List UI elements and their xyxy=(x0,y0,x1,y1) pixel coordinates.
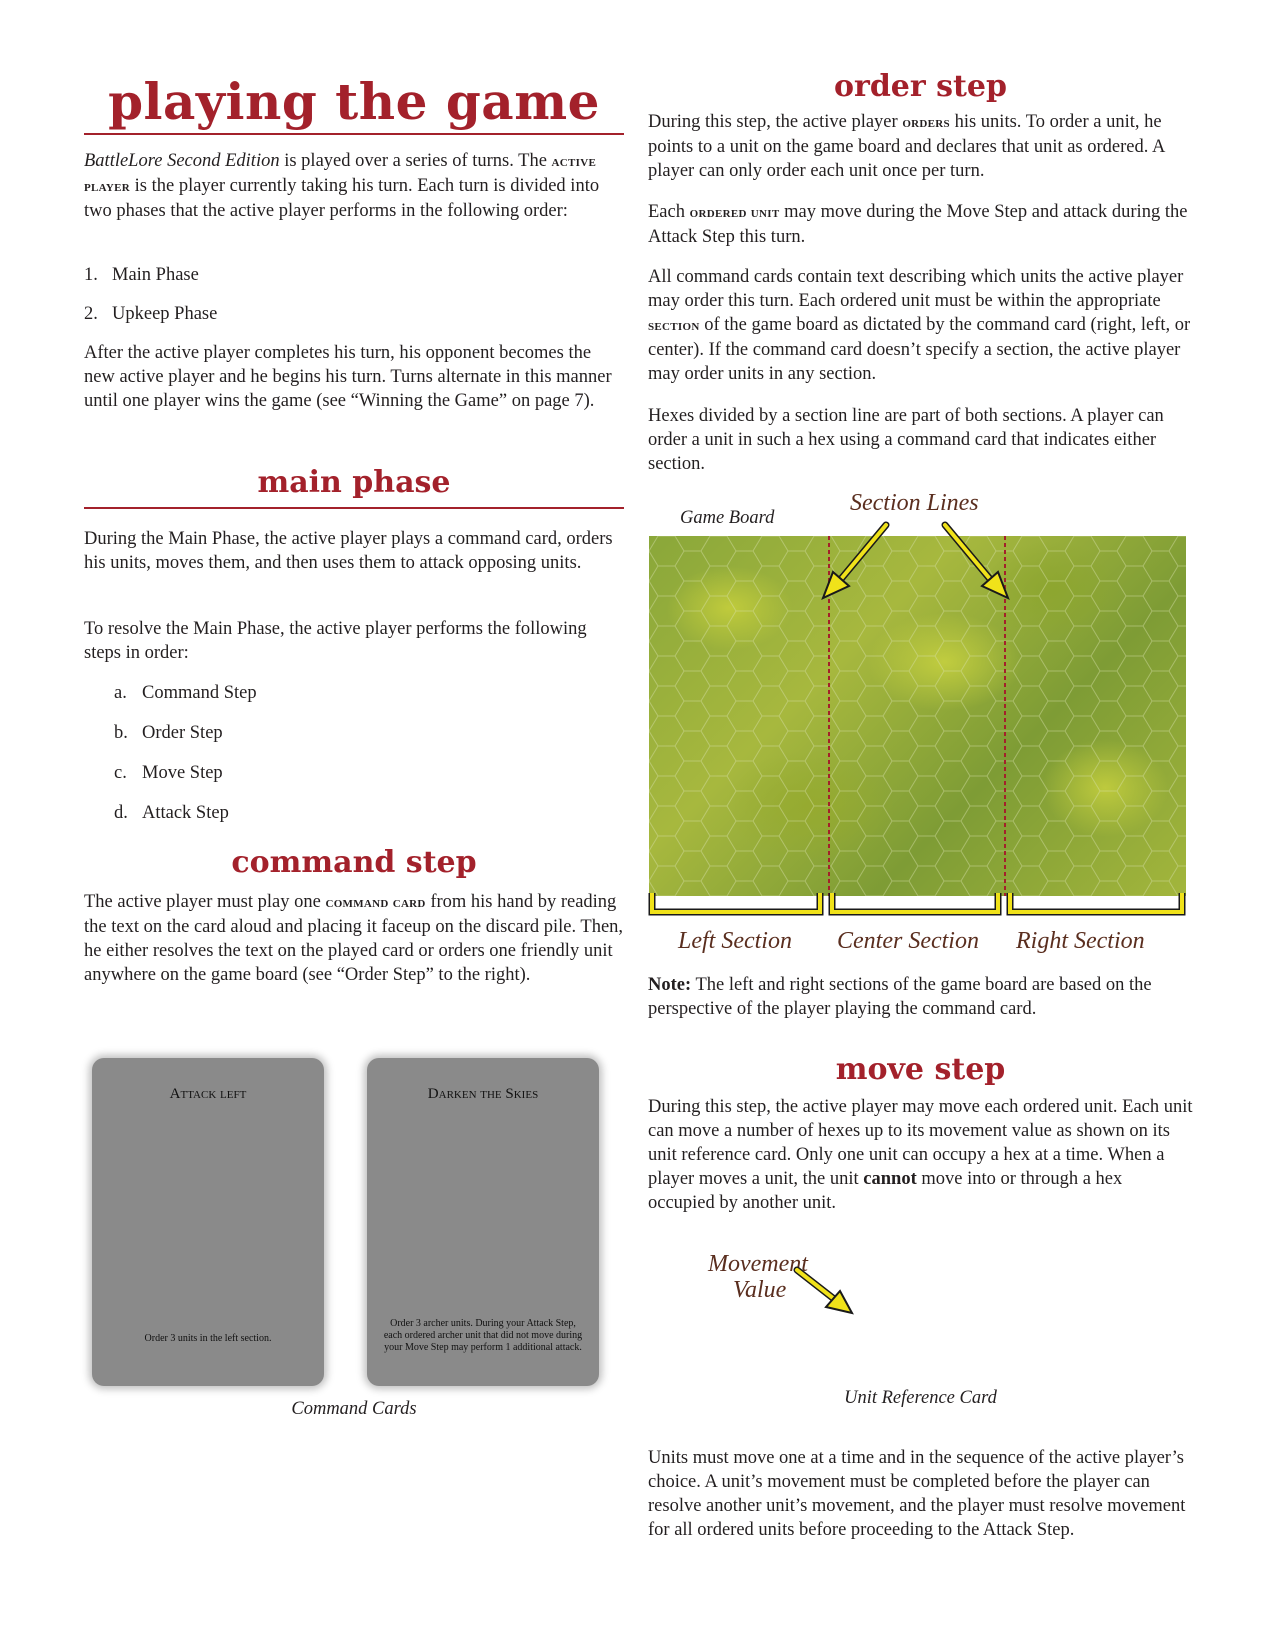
order-step-paragraph-3: All command cards contain text describing which units the active player may order this turn. Each ordered unit must be within the appropriate section of the game board as dictated by the command card (right, left, or center). If the command card doesn’t specify a section, the active player may order units in any section. xyxy=(648,267,1191,384)
order-step-paragraph-4: Hexes divided by a section line are part of both sections. A player can order a unit in such a hex using a command card that indicates either section. xyxy=(648,406,1164,474)
card-title: Attack left xyxy=(169,1086,247,1102)
intro-paragraph: BattleLore Second Edition is played over a series of turns. The active player is the player currently taking his turn. Each turn is divided into two phases that the active player performs in the following order: xyxy=(84,151,600,221)
center-section-label: Center Section xyxy=(837,928,979,954)
page-title: playing the game xyxy=(108,72,600,131)
step-list-item: b. Order Step xyxy=(114,723,223,743)
movement-value-callout-line-2: Value xyxy=(733,1277,787,1303)
arrowhead-icon xyxy=(826,1291,852,1313)
active-player-term: active player xyxy=(84,154,597,195)
step-list-item: a. Command Step xyxy=(114,683,257,703)
note-paragraph: Note: The left and right sections of the game board are based on the perspective of the player playing the command card. xyxy=(648,975,1152,1019)
main-phase-rule xyxy=(84,507,624,509)
order-step-heading: order step xyxy=(834,69,1007,104)
phase-list-item: 1. Main Phase xyxy=(84,265,199,285)
move-step-paragraph-1: During this step, the active player may move each ordered unit. Each unit can move a number of hexes up to its movement value as shown on its unit reference card. Only one unit can occupy a hex at a time. When a player moves a unit, the unit cannot move into or through a hex occupied by another unit. xyxy=(648,1097,1193,1213)
game-board-caption: Game Board xyxy=(680,508,775,528)
command-step-heading: command step xyxy=(231,845,477,880)
main-phase-heading: main phase xyxy=(257,465,451,500)
main-phase-paragraph-1: During the Main Phase, the active player plays a command card, orders his units, moves them, and then uses them to attack opposing units. xyxy=(84,529,613,573)
command-cards-caption: Command Cards xyxy=(291,1399,417,1419)
movement-value-callout-line-1: Movement xyxy=(708,1251,808,1277)
command-card-darken-the-skies xyxy=(367,1058,599,1386)
order-step-paragraph-1: During this step, the active player orders his units. To order a unit, he points to a unit on the game board and declares that unit as ordered. A player can only order each unit once per turn. xyxy=(648,112,1165,181)
section-lines-callout: Section Lines xyxy=(850,490,979,516)
step-list-item: d. Attack Step xyxy=(114,803,229,823)
command-step-paragraph: The active player must play one command card from his hand by reading the text on the card aloud and placing it faceup on the discard pile. Then, he either resolves the text on the played card or orders one friendly unit anywhere on the game board (see “Order Step” to the right). xyxy=(84,892,624,985)
main-phase-paragraph-2: To resolve the Main Phase, the active player performs the following steps in order: xyxy=(84,619,587,663)
command-card-attack-left xyxy=(92,1058,324,1386)
command-card-term: command card xyxy=(325,895,426,911)
move-step-heading: move step xyxy=(835,1052,1006,1087)
title-rule xyxy=(84,133,624,135)
move-step-paragraph-2: Units must move one at a time and in the sequence of the active player’s choice. A unit’s movement must be completed before the player can resolve another unit’s movement, and the player must resolve movement for all ordered units before proceeding to the Attack Step. xyxy=(648,1448,1186,1540)
card-title: Darken the Skies xyxy=(427,1086,539,1102)
left-section-label: Left Section xyxy=(678,928,792,954)
order-step-paragraph-2: Each ordered unit may move during the Move Step and attack during the Attack Step this turn. xyxy=(648,202,1188,247)
after-paragraph: After the active player completes his turn, his opponent becomes the new active player and he begins his turn. Turns alternate in this manner until one player wins the game (see “Winning the Game” on page 7). xyxy=(84,343,612,411)
right-section-label: Right Section xyxy=(1016,928,1145,954)
hex-grid xyxy=(649,536,1186,896)
card-text: Order 3 units in the left section. xyxy=(144,1333,272,1344)
card-text: Order 3 archer units. During your Attack Step, each ordered archer unit that did not move during your Move Step may perform 1 additional attack. xyxy=(383,1318,583,1353)
step-list-item: c. Move Step xyxy=(114,763,223,783)
game-board-image xyxy=(649,536,1186,896)
phase-list-item: 2. Upkeep Phase xyxy=(84,304,218,324)
unit-reference-card-caption: Unit Reference Card xyxy=(844,1388,997,1408)
